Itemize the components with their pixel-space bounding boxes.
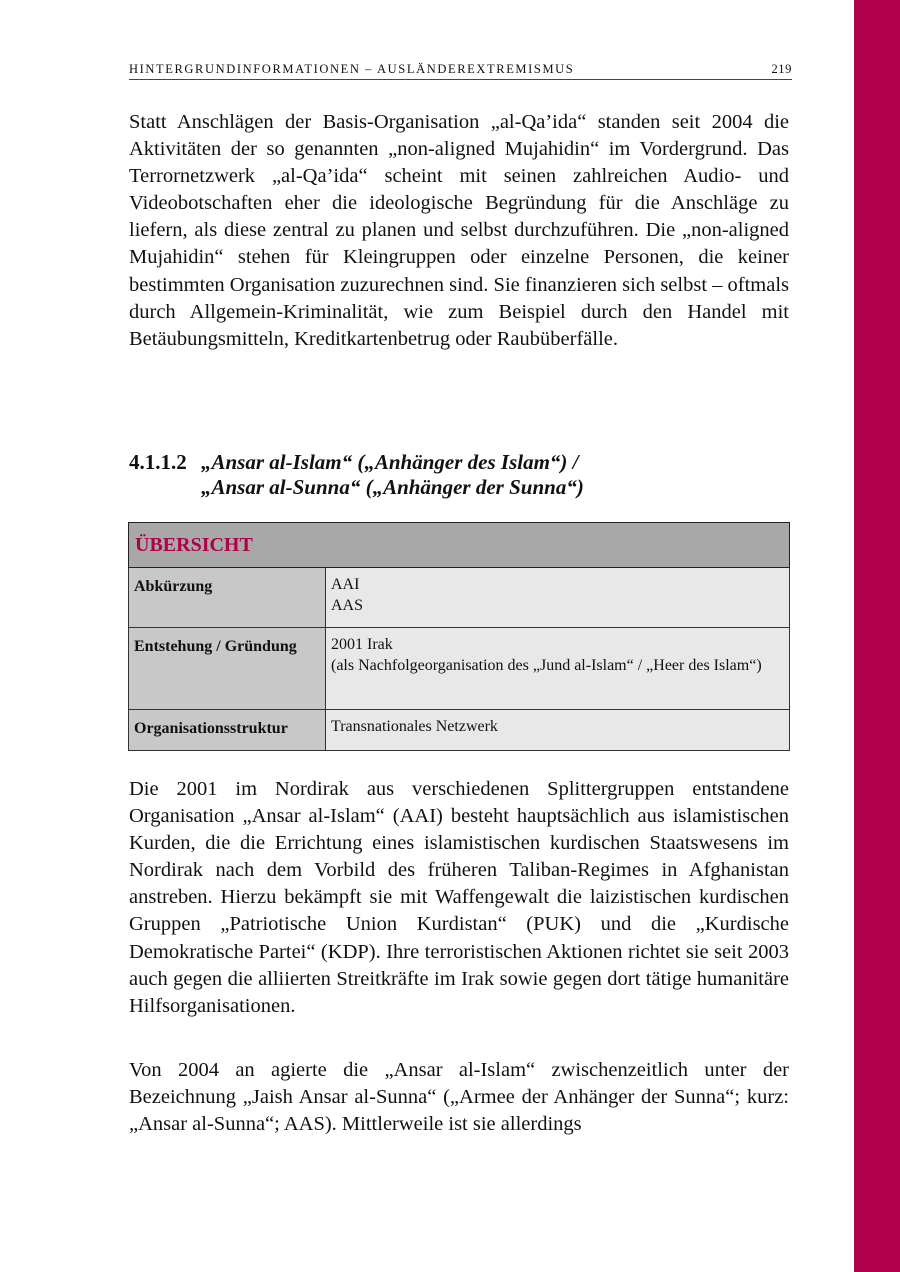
running-title: HINTERGRUNDINFORMATIONEN – AUSLÄNDEREXTREMISMUS <box>129 62 575 76</box>
row-value: AAI AAS <box>326 568 790 628</box>
row-key: Entstehung / Gründung <box>129 628 326 710</box>
row-value: Transnationales Netzwerk <box>326 710 790 751</box>
running-header <box>129 62 792 80</box>
row-key: Organisationsstruktur <box>129 710 326 751</box>
body-paragraph: Die 2001 im Nordirak aus verschiedenen Splittergruppen entstandene Organisation „Ansar al-Islam“ (AAI) besteht hauptsächlich aus islamistischen Kurden, die die Errichtung eines islamistischen kurdischen Staatswesens im Nordirak nach dem Vorbild des früheren Taliban-Regimes in Afghanistan anstreben. Hierzu bekämpft sie mit Waffengewalt die laizistischen kurdischen Gruppen „Patriotische Union Kurdistan“ (PUK) und die „Kurdische Demokratische Partei“ (KDP). Ihre terroristischen Aktionen richtet sie seit 2003 auch gegen die alliierten Streitkräfte im Irak sowie gegen dort tätige humanitäre Hilfsorganisationen. <box>129 778 789 1017</box>
section-number: 4.1.1.2 <box>129 450 187 474</box>
body-paragraph: Von 2004 an agierte die „Ansar al-Islam“ zwischenzeitlich unter der Bezeichnung „Jaish Ansar al-Sunna“ („Armee der Anhänger der Sunna“; kurz: „Ansar al-Sunna“; AAS). Mittlerweile ist sie allerdings <box>129 1059 789 1136</box>
overview-title: ÜBERSICHT <box>129 523 790 568</box>
page-number: 219 <box>771 62 792 76</box>
table-row <box>129 628 790 710</box>
row-value: 2001 Irak (als Nachfolgeorganisation des „Jund al-Islam“ / „Heer des Islam“) <box>326 628 790 710</box>
section-heading <box>129 450 789 500</box>
table-row <box>129 710 790 751</box>
row-key: Abkürzung <box>129 568 326 628</box>
page-edge-color-bar <box>854 0 900 1272</box>
body-paragraph: Statt Anschlägen der Basis-Organisation „al-Qa’ida“ standen seit 2004 die Aktivitäten der so genannten „non-aligned Mujahidin“ im Vordergrund. Das Terrornetzwerk „al-Qa’ida“ scheint mit seinen zahlreichen Audio- und Videobotschaften eher die ideologische Begründung für die Anschläge zu liefern, als diese zentral zu planen und selbst durchzuführen. Die „non-aligned Mujahidin“ stehen für Kleingruppen oder einzelne Personen, die keiner bestimmten Organisation zuzurechnen sind. Sie finanzieren sich selbst – oftmals durch Allgemein-Kriminalität, wie zum Beispiel durch den Handel mit Betäubungsmitteln, Kreditkartenbetrug oder Raubüberfälle. <box>129 111 790 350</box>
overview-table <box>128 522 790 751</box>
table-row <box>129 568 790 628</box>
section-title-line-1: „Ansar al-Islam“ („Anhänger des Islam“) / <box>201 450 579 474</box>
section-title-line-2: „Ansar al-Sunna“ („Anhänger der Sunna“) <box>201 475 584 499</box>
